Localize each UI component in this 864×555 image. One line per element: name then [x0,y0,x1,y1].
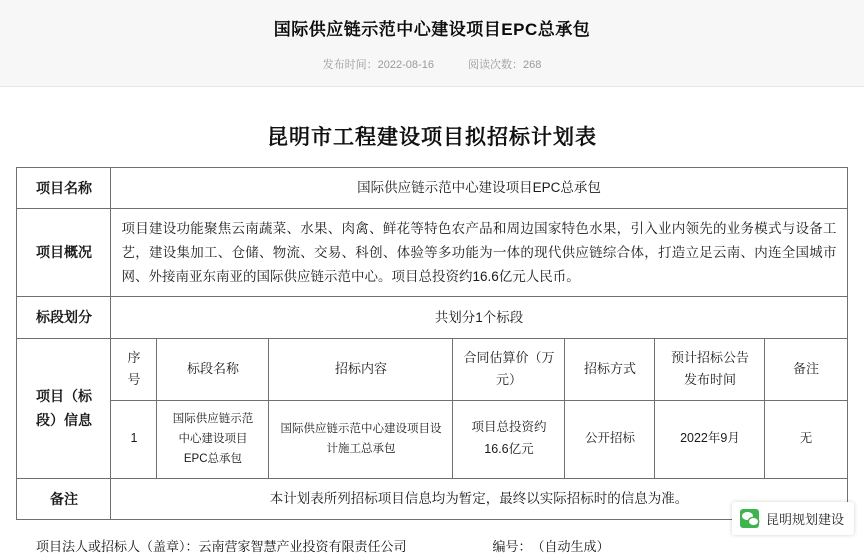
footer-code-label: 编号： [492,539,532,555]
account-badge[interactable] [732,502,854,535]
cell-content: 国际供应链示范中心建设项目设计施工总承包 [269,401,453,478]
row-label-project-info: 项目（标段）信息 [17,338,111,478]
footer-legal-value: 云南营家智慧产业投资有限责任公司 [198,539,407,555]
wechat-icon [740,509,759,528]
article-content [0,121,864,555]
table-row-overview [17,209,847,297]
col-header-index: 序号 [111,338,157,401]
cell-index: 1 [111,401,157,478]
col-header-content: 招标内容 [269,338,453,401]
document-footer [14,536,850,555]
row-value-project-name: 国际供应链示范中心建设项目EPC总承包 [111,167,847,209]
view-count: 阅读次数：268 [467,58,542,71]
publish-time: 发布时间：2022-08-16 [322,58,434,71]
cell-method: 公开招标 [565,401,655,478]
col-header-announce-time: 预计招标公告发布时间 [655,338,765,401]
footer-code-value: （自动生成） [531,539,610,555]
row-value-note: 本计划表所列招标项目信息均为暂定，最终以实际招标时的信息为准。 [111,478,847,520]
article-header [0,0,864,87]
row-value-overview: 项目建设功能聚焦云南蔬菜、水果、肉禽、鲜花等特色农产品和周边国家特色水果，引入业内领先的业务模式与设备工艺，建设集加工、仓储、物流、交易、科创、体验等多功能为一体的现代供应链综合体，打造立足云南、内连全国城市网、外接南亚东南亚的国际供应链示范中心。项目总投资约16.6亿元人民币。 [111,209,847,297]
article-meta [0,56,864,72]
row-label-section-division: 标段划分 [17,297,111,339]
footer-legal-label: 项目法人或招标人（盖章）： [36,539,199,555]
table-row-note [17,478,847,520]
table-row-project-name [17,167,847,209]
col-header-remark: 备注 [765,338,847,401]
table-row-section-division [17,297,847,339]
account-name: 昆明规划建设 [765,512,844,527]
cell-price: 项目总投资约16.6亿元 [453,401,565,478]
plan-table [16,167,847,520]
row-value-section-division: 共划分1个标段 [111,297,847,339]
row-label-overview: 项目概况 [17,209,111,297]
table-row [17,401,847,478]
document-title: 昆明市工程建设项目拟招标计划表 [267,125,597,149]
cell-announce-time: 2022年9月 [655,401,765,478]
row-label-note: 备注 [17,478,111,520]
col-header-method: 招标方式 [565,338,655,401]
col-header-section-name: 标段名称 [157,338,269,401]
cell-section-name: 国际供应链示范中心建设项目EPC总承包 [157,401,269,478]
cell-remark: 无 [765,401,847,478]
table-header-row [17,338,847,401]
page-title: 国际供应链示范中心建设项目EPC总承包 [273,20,591,39]
col-header-price: 合同估算价（万元） [453,338,565,401]
row-label-project-name: 项目名称 [17,167,111,209]
